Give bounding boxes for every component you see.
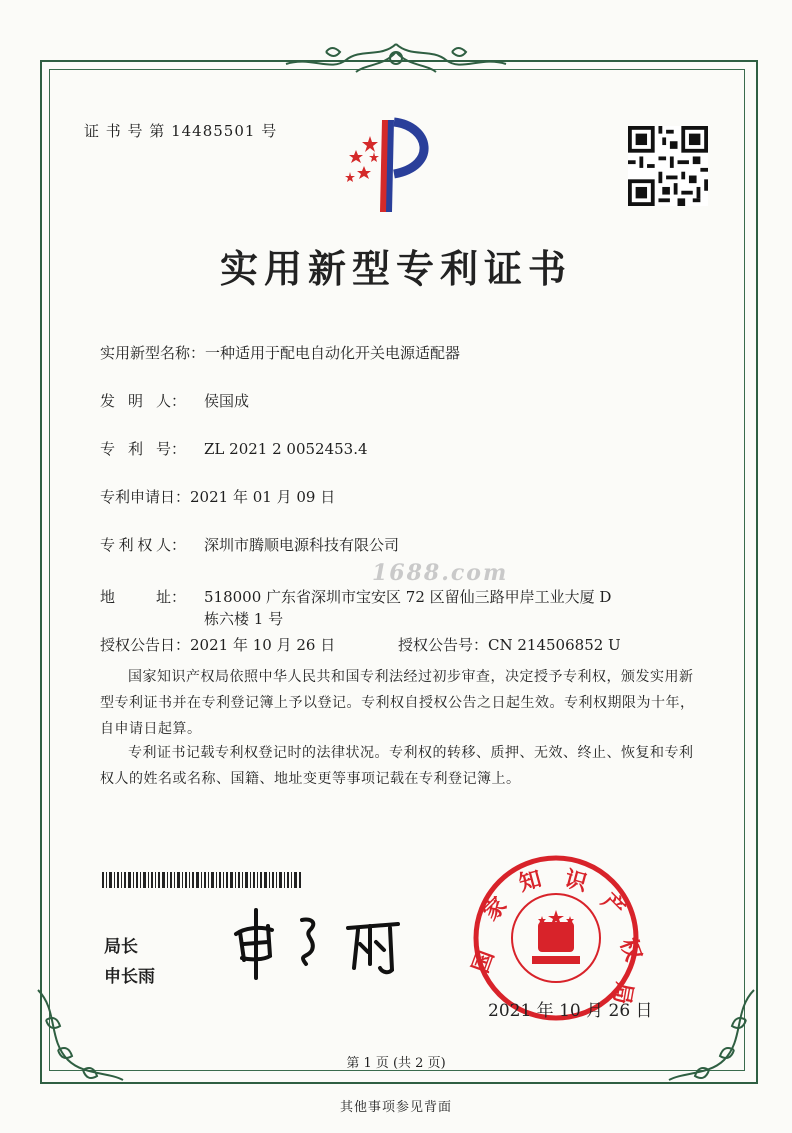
footer-note: 其他事项参见背面	[339, 1100, 452, 1115]
address-label: 地 址：	[100, 588, 186, 606]
filing-date-label: 专利申请日：	[100, 488, 191, 506]
patentee-label: 专 利 权 人：	[100, 536, 186, 554]
top-ornament	[266, 38, 526, 82]
filing-date-value: 2021 年 01 月 09 日	[190, 488, 336, 506]
inventor-label: 发 明 人：	[100, 392, 186, 410]
svg-text:权: 权	[614, 935, 646, 965]
statement-paragraph-2: 专利证书记载专利权登记时的法律状况。专利权的转移、质押、无效、终止、恢复和专利权人的姓名或名称、国籍、地址变更等事项记载在专利登记簿上。	[100, 745, 694, 787]
svg-text:产: 产	[595, 888, 630, 923]
bottom-right-ornament	[664, 980, 764, 1090]
utility-name-label: 实用新型名称：	[100, 344, 206, 362]
grant-number-label: 授权公告号：	[398, 636, 489, 654]
patent-number-row	[100, 438, 368, 459]
svg-text:国: 国	[468, 947, 500, 977]
watermark: 1688.com	[372, 560, 509, 586]
barcode-icon	[102, 872, 302, 888]
director-name: 申长雨	[104, 967, 155, 987]
address-value-line1: 518000 广东省深圳市宝安区 72 区留仙三路甲岸工业大厦 D	[204, 588, 612, 606]
grant-number-value: CN 214506852 U	[488, 636, 621, 654]
utility-name-row	[100, 342, 460, 363]
patentee-value: 深圳市腾顺电源科技有限公司	[204, 536, 400, 554]
patent-office-logo-icon	[330, 112, 440, 222]
svg-text:家: 家	[478, 892, 513, 927]
filing-date-row	[100, 486, 335, 507]
svg-text:局: 局	[608, 980, 637, 1007]
patentee-row	[100, 534, 399, 555]
page-number: 第 1 页 (共 2 页)	[346, 1056, 446, 1071]
grant-number-row	[398, 634, 621, 655]
grant-date-row	[100, 634, 335, 655]
svg-text:识: 识	[561, 866, 590, 897]
director-signature-icon	[230, 904, 410, 984]
svg-text:知: 知	[516, 866, 545, 897]
address-row	[100, 586, 611, 607]
statement-paragraph-1: 国家知识产权局依照中华人民共和国专利法经过初步审查，决定授予专利权，颁发实用新型专利证书并在专利登记簿上予以登记。专利权自授权公告之日起生效。专利权期限为十年，自申请日起算。	[100, 669, 695, 737]
page-title: 实用新型专利证书	[219, 246, 572, 291]
grant-date-label: 授权公告日：	[100, 636, 191, 654]
certificate-number: 证 书 号 第 14485501 号	[84, 122, 278, 140]
director-title: 局长	[104, 937, 138, 957]
inventor-row	[100, 390, 249, 411]
utility-name-value: 一种适用于配电自动化开关电源适配器	[205, 344, 461, 362]
qr-code-icon	[628, 126, 708, 206]
address-value-line2: 栋六楼 1 号	[204, 610, 284, 628]
patent-number-label: 专 利 号：	[100, 440, 186, 458]
bottom-left-ornament	[28, 980, 128, 1090]
inventor-value: 侯国成	[204, 392, 250, 410]
seal-date: 2021 年 10 月 26 日	[488, 1001, 653, 1021]
grant-date-value: 2021 年 10 月 26 日	[190, 636, 336, 654]
patent-number-value: ZL 2021 2 0052453.4	[204, 440, 368, 458]
